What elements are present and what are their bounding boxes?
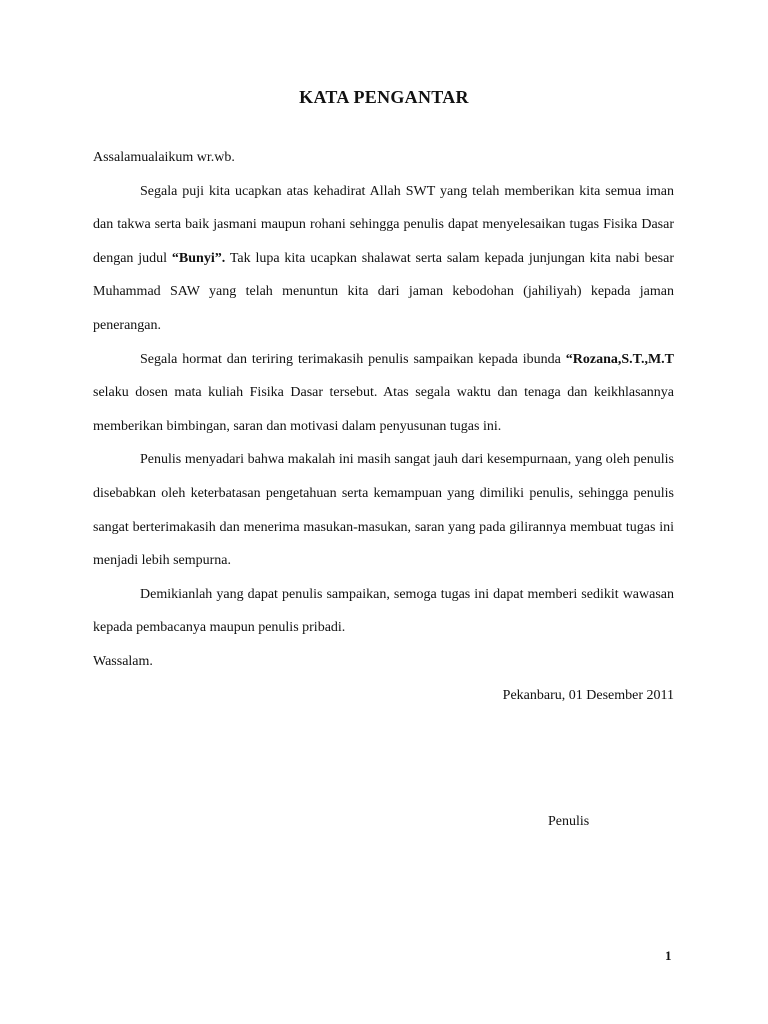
paragraph-3: Penulis menyadari bahwa makalah ini masih sangat jauh dari kesempurnaan, yang oleh penulis disebabkan oleh keterbatasan pengetahuan serta kemampuan yang dimiliki penulis, sehingga penulis sangat berterimakasih dan menerima masukan-masukan, saran yang pada gilirannya membuat tugas ini menjadi lebih sempurna. (93, 452, 674, 569)
paragraph-1-text-b: Tak lupa kita ucapkan shalawat serta salam kepada junjungan kita nabi besar Muhammad SAW yang telah menuntun kita dari jaman kebodohan (jahiliyah) kepada jaman penerangan. (93, 250, 674, 333)
date-line: Pekanbaru, 01 Desember 2011 (502, 687, 674, 703)
paragraph-2 (93, 343, 674, 444)
paragraph-1-bold-title: “Bunyi”. (171, 250, 226, 266)
paragraph-1 (93, 175, 674, 343)
page-title: KATA PENGANTAR (299, 87, 469, 107)
paragraph-2-text-a: Segala hormat dan teriring terimakasih penulis sampaikan kepada ibunda (140, 351, 566, 367)
document-body (93, 141, 674, 712)
signature-label: Penulis (548, 814, 590, 829)
page-number: 1 (665, 948, 672, 963)
paragraph-2-text-b: selaku dosen mata kuliah Fisika Dasar tersebut. Atas segala waktu dan tenaga dan keikhlasannya memberikan bimbingan, saran dan motivasi dalam penyusunan tugas ini. (93, 385, 674, 434)
paragraph-2-bold-name: “Rozana,S.T.,M.T (565, 351, 674, 367)
greeting-line: Assalamualaikum wr.wb. (93, 150, 235, 165)
closing-line: Wassalam. (93, 653, 153, 669)
paragraph-4: Demikianlah yang dapat penulis sampaikan, semoga tugas ini dapat memberi sedikit wawasan kepada pembacanya maupun penulis pribadi. (93, 586, 674, 636)
paragraph-1-text-a: Segala puji kita ucapkan atas kehadirat Allah SWT yang telah memberikan kita semua iman dan takwa serta baik jasmani maupun rohani sehingga penulis dapat menyelesaikan tugas Fisika Dasar dengan judul (93, 183, 674, 266)
